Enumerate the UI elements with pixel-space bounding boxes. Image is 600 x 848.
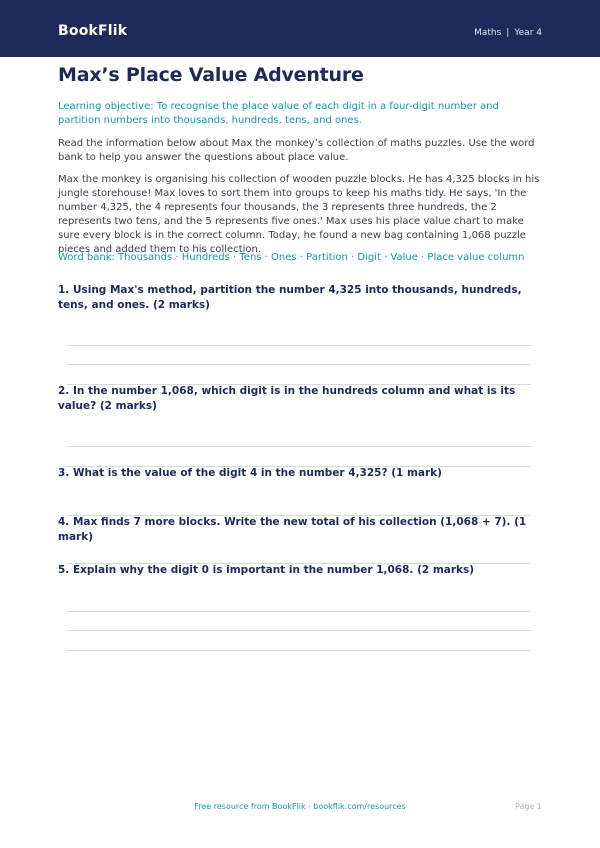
brand-logo-text: BookFlik [58, 23, 128, 39]
year-label: Year 4 [514, 28, 542, 38]
page-header [0, 0, 600, 57]
word-bank: Word bank: Thousands · Hundreds · Tens · Ones · Partition · Digit · Value · Place value column [58, 252, 525, 263]
question-2: 2. In the number 1,068, which digit is in the hundreds column and what is its value? (2 marks) [58, 385, 516, 412]
learning-objective: Learning objective: To recognise the place value of each digit in a four-digit number and partition numbers into thousands, hundreds, tens, and ones. [58, 101, 499, 126]
answer-line[interactable] [67, 345, 531, 346]
answer-line[interactable] [67, 446, 531, 447]
subject-year-label [474, 28, 542, 38]
answer-line[interactable] [67, 650, 531, 651]
answer-line[interactable] [67, 630, 531, 631]
question-5: 5. Explain why the digit 0 is important in the number 1,068. (2 marks) [58, 564, 475, 576]
page-number: Page 1 [515, 802, 542, 811]
answer-line[interactable] [67, 364, 531, 365]
footer-credit: Free resource from BookFlik · bookflik.com/resources [194, 802, 406, 811]
answer-line[interactable] [67, 611, 531, 612]
instructions-paragraph: Read the information below about Max the monkey’s collection of maths puzzles. Use the word bank to help you answer the questions about place value. [58, 138, 535, 163]
question-1: 1. Using Max's method, partition the number 4,325 into thousands, hundreds, tens, and ones. (2 marks) [58, 284, 522, 311]
subject-label: Maths [474, 28, 502, 38]
question-3: 3. What is the value of the digit 4 in the number 4,325? (1 mark) [58, 467, 442, 479]
worksheet-title: Max’s Place Value Adventure [58, 64, 364, 86]
meta-separator: | [506, 28, 510, 38]
story-passage: Max the monkey is organising his collection of wooden puzzle blocks. He has 4,325 blocks in his jungle storehouse! Max loves to sort them into groups to keep his maths tidy. He says, 'In the number 4,325, the 4 represents four thousands, the 3 represents three hundreds, the 2 represents two tens, and the 5 represents five ones.' Max uses his place value chart to make sure every block is in the correct column. Today, he found a new bag containing 1,068 puzzle pieces and added them to his collection. [58, 174, 540, 255]
question-4: 4. Max finds 7 more blocks. Write the new total of his collection (1,068 + 7). (1 mark) [58, 516, 527, 543]
